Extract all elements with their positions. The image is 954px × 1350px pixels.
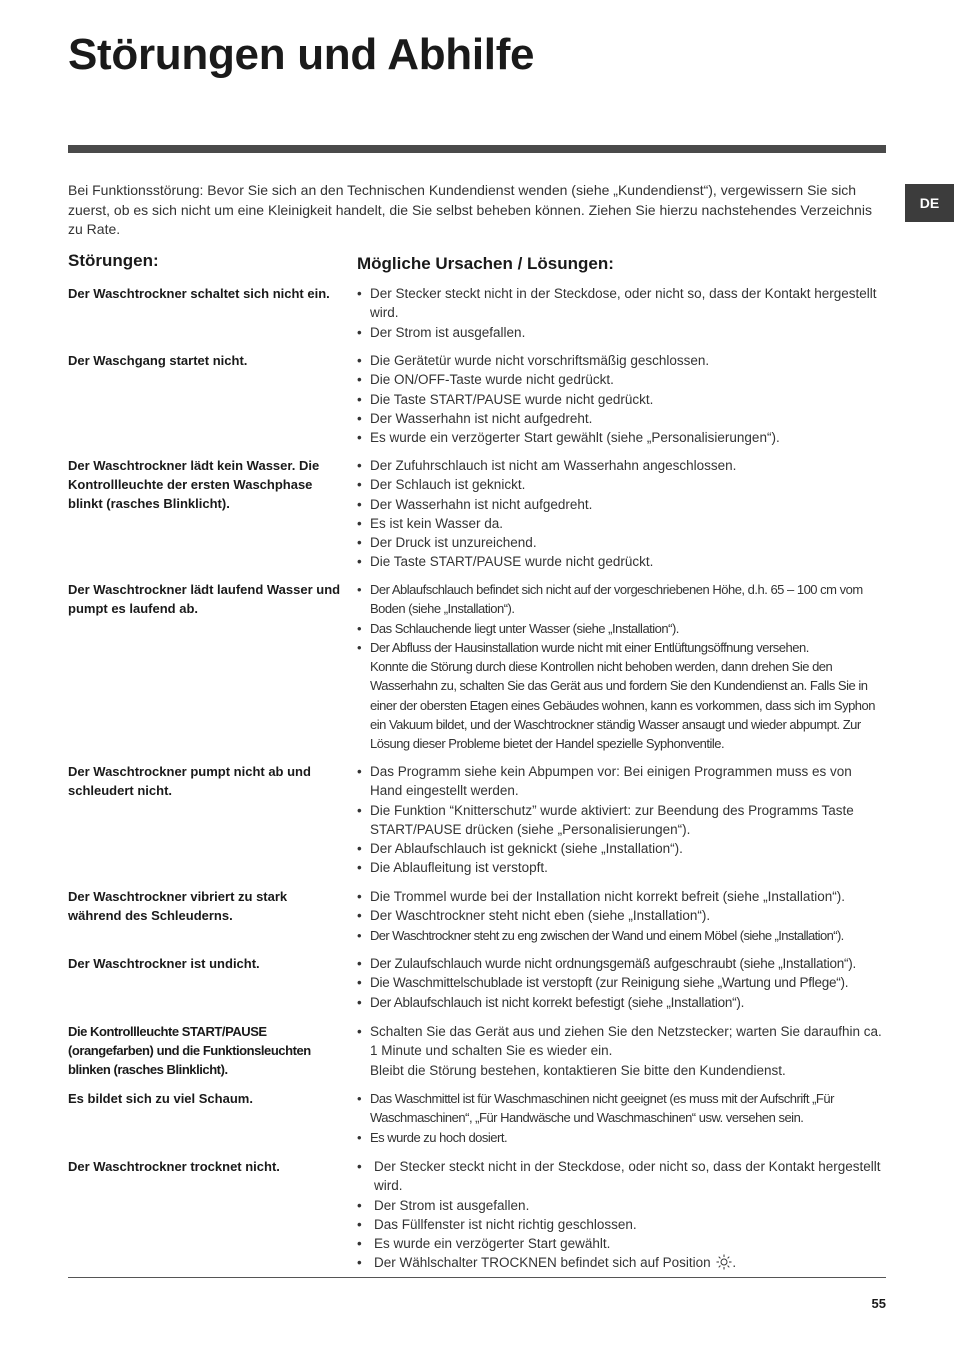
cause-item: • Der Strom ist ausgefallen.	[357, 1196, 887, 1215]
intro-text: Bei Funktionsstörung: Bevor Sie sich an den Technischen Kundendienst wenden (siehe „Kundendienst“), vergewissern Sie sich zuerst, ob es sich nicht um eine Kleinigkeit handelt, die Sie selbst beheben können. Ziehen Sie hierzu nachstehendes Verzeichnis zu Rate.	[68, 182, 872, 237]
drying-sun-icon	[716, 1254, 732, 1270]
cause-item: • Der Strom ist ausgefallen.	[357, 323, 887, 342]
cause-item: • Die Funktion “Knitterschutz” wurde aktiviert: zur Beendung des Programms Taste START/PAUSE drücken (siehe „Personalisierungen“).	[357, 801, 887, 840]
problem-text: Die Kontrollleuchte START/PAUSE (orangefarben) und die Funktionsleuchten blinken (rasches Blinklicht).	[68, 1024, 311, 1077]
problems-header: Störungen:	[68, 251, 159, 270]
problem-text: Der Waschtrockner lädt laufend Wasser und pumpt es laufend ab.	[68, 582, 341, 616]
cause-item: • Die Trommel wurde bei der Installation nicht korrekt befreit (siehe „Installation“).	[357, 887, 887, 906]
cause-list	[357, 284, 887, 342]
problem-text: Der Waschtrockner vibriert zu stark während des Schleuderns.	[68, 889, 288, 923]
cause-item: • Es ist kein Wasser da.	[357, 514, 887, 533]
cause-list	[357, 580, 887, 754]
problem-text: Der Waschtrockner trocknet nicht.	[68, 1159, 280, 1174]
cause-list	[357, 954, 887, 1012]
causes-header: Mögliche Ursachen / Lösungen:	[357, 254, 614, 273]
language-tab: DE	[905, 184, 954, 222]
cause-item: • Die ON/OFF-Taste wurde nicht gedrückt.	[357, 370, 887, 389]
problem-text: Der Waschtrockner schaltet sich nicht ein.	[68, 286, 330, 301]
cause-item-last	[357, 1253, 887, 1272]
cause-item: • Der Ablaufschlauch ist geknickt (siehe „Installation“).	[357, 839, 887, 858]
cause-note: Bleibt die Störung bestehen, kontaktieren Sie bitte den Kundendienst.	[370, 1062, 786, 1078]
cause-item: • Der Wasserhahn ist nicht aufgedreht.	[357, 495, 887, 514]
cause-item: • Die Taste START/PAUSE wurde nicht gedrückt.	[357, 552, 887, 571]
cause-text: Der Wählschalter TROCKNEN befindet sich auf Position	[374, 1255, 711, 1271]
problem-text: Der Waschgang startet nicht.	[68, 353, 248, 368]
cause-item: • Das Programm siehe kein Abpumpen vor: Bei einigen Programmen muss es von Hand eingestellt werden.	[357, 762, 887, 801]
cause-list	[357, 1157, 887, 1273]
cause-list	[357, 762, 887, 878]
cause-list	[357, 887, 887, 945]
cause-item: • Der Zufuhrschlauch ist nicht am Wasserhahn angeschlossen.	[357, 456, 887, 475]
cause-list	[357, 456, 887, 572]
cause-item: • Das Füllfenster ist nicht richtig geschlossen.	[357, 1215, 887, 1234]
cause-item: • Der Ablaufschlauch befindet sich nicht auf der vorgeschriebenen Höhe, d.h. 65 – 100 cm vom Boden (siehe „Installation“).	[357, 580, 887, 619]
cause-item: • Die Gerätetür wurde nicht vorschriftsmäßig geschlossen.	[357, 351, 887, 370]
cause-item: • Der Zulaufschlauch wurde nicht ordnungsgemäß aufgeschraubt (siehe „Installation“).	[357, 954, 887, 973]
cause-list	[357, 1022, 887, 1080]
problem-text: Der Waschtrockner pumpt nicht ab und schleudert nicht.	[68, 764, 311, 798]
cause-list	[357, 351, 887, 447]
problem-text: Der Waschtrockner lädt kein Wasser. Die Kontrollleuchte der ersten Waschphase blinkt (rasches Blinklicht).	[68, 458, 320, 511]
problem-text: Der Waschtrockner ist undicht.	[68, 956, 260, 971]
cause-item: • Der Schlauch ist geknickt.	[357, 475, 887, 494]
cause-note: Konnte die Störung durch diese Kontrollen nicht behoben werden, dann drehen Sie den Wasserhahn zu, schalten Sie das Gerät aus und fordern Sie den Kundendienst an. Falls Sie in einer der obersten Etagen eines Gebäudes wohnen, kann es vorkommen, dass sich im Syphon ein Vakuum bildet, und der Waschtrockner ständig Wasser ansaugt und wieder abpumpt. Zur Lösung dieser Probleme bietet der Handel spezielle Syphonventile.	[370, 659, 875, 752]
page-title: Störungen und Abhilfe	[68, 30, 535, 79]
cause-item: • Das Waschmittel ist für Waschmaschinen nicht geeignet (es muss mit der Aufschrift „Für Waschmaschinen“, „Für Handwäsche und Waschmaschinen“ usw. versehen sein.	[357, 1089, 887, 1128]
cause-item: • Es wurde ein verzögerter Start gewählt.	[357, 1234, 887, 1253]
cause-item: • Der Waschtrockner steht zu eng zwischen der Wand und einem Möbel (siehe „Installation“).	[357, 926, 887, 945]
cause-item: • Der Stecker steckt nicht in der Steckdose, oder nicht so, dass der Kontakt hergestellt wird.	[357, 1157, 887, 1196]
cause-item: • Der Ablaufschlauch ist nicht korrekt befestigt (siehe „Installation“).	[357, 993, 887, 1012]
cause-item: • Die Taste START/PAUSE wurde nicht gedrückt.	[357, 390, 887, 409]
problem-text: Es bildet sich zu viel Schaum.	[68, 1091, 253, 1106]
cause-suffix: .	[732, 1255, 737, 1271]
cause-item: • Der Wasserhahn ist nicht aufgedreht.	[357, 409, 887, 428]
cause-item: • Die Ablaufleitung ist verstopft.	[357, 858, 887, 877]
cause-item: • Der Waschtrockner steht nicht eben (siehe „Installation“).	[357, 906, 887, 925]
cause-item: • Das Schlauchende liegt unter Wasser (siehe „Installation“).	[357, 619, 887, 638]
cause-list	[357, 1089, 887, 1147]
cause-item: • Schalten Sie das Gerät aus und ziehen Sie den Netzstecker; warten Sie daraufhin ca. 1 Minute und schalten Sie es wieder ein.	[357, 1022, 887, 1061]
cause-item: • Es wurde ein verzögerter Start gewählt (siehe „Personalisierungen“).	[357, 428, 887, 447]
cause-item: • Der Druck ist unzureichend.	[357, 533, 887, 552]
cause-item: • Der Abfluss der Hausinstallation wurde nicht mit einer Entlüftungsöffnung versehen.	[357, 638, 887, 657]
cause-item: • Die Waschmittelschublade ist verstopft (zur Reinigung siehe „Wartung und Pflege“).	[357, 973, 887, 992]
title-rule	[68, 145, 886, 153]
page-number: 55	[871, 1296, 886, 1311]
bottom-rule	[68, 1277, 886, 1278]
cause-item: • Es wurde zu hoch dosiert.	[357, 1128, 887, 1147]
cause-item: • Der Stecker steckt nicht in der Steckdose, oder nicht so, dass der Kontakt hergestellt wird.	[357, 284, 887, 323]
